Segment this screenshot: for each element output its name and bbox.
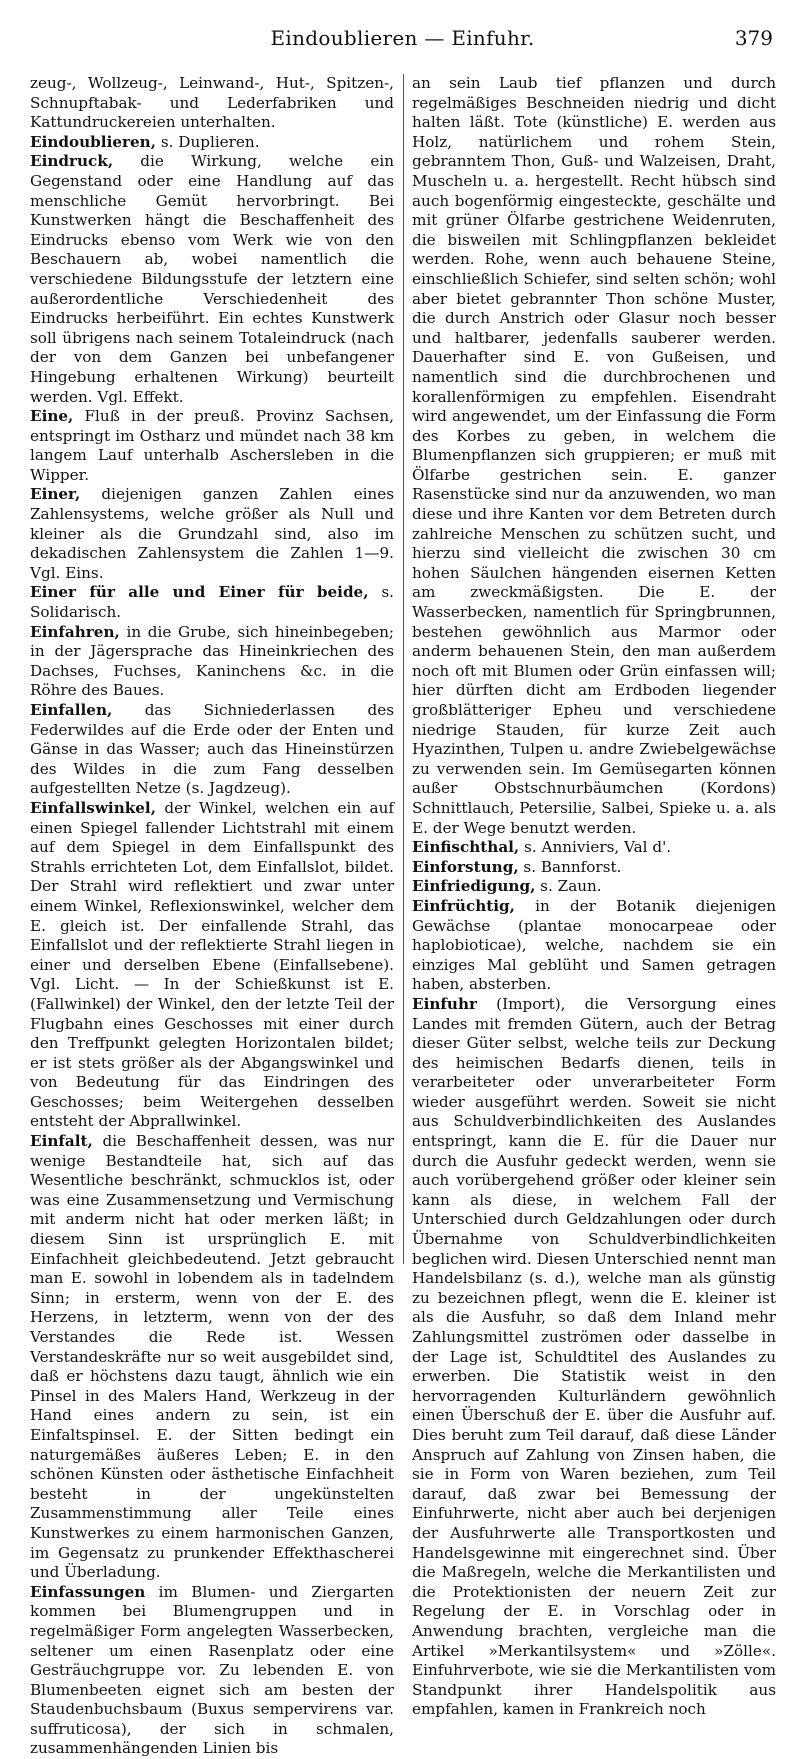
entry-text: an sein Laub tief pflanzen und durch regelmäßiges Beschneiden niedrig und dicht halten läßt. Tote (künstliche) E. werden aus Holz, natürlichem und rohem Stein, gebranntem Thon, Guß- und Walzeisen, Draht, Muscheln u. a. hergestellt. Recht hübsch sind auch bogenförmig eingesteckte, geschälte und mit grüner Ölfarbe gestrichene Weidenruten, die bisweilen mit Schlingpflanzen bekleidet werden. Rohe, wenn auch behauene Steine, einschließlich Schiefer, sind selten schön; wohl aber bietet gebrannter Thon schöne Muster, die durch Anstrich oder Glasur noch besser und haltbarer, jedenfalls sauberer werden. Dauerhafter sind E. von Gußeisen, und namentlich sind die durchbrochenen und korallenförmigen zu empfehlen. Eisendraht wird angewendet, um der Einfassung die Form des Korbes zu geben, in welchem die Blumenpflanzen sich gruppieren; er muß mit Ölfarbe gestrichen sein. E. ganzer Rasenstücke sind nur da anzuwenden, wo man diese und ihre Kanten vor dem Betreten durch zahlreiche Menschen zu schützen sucht, und hierzu sind vielleicht die zwischen 30 cm hohen Säulchen hängenden eisernen Ketten am zweckmäßigsten. Die E. der Wasserbecken, namentlich für Springbrunnen, bestehen gewöhnlich aus Marmor oder anderm behauenen Stein, den man außerdem noch oft mit Blumen oder Grün einfassen will; hier dürften dicht am Erdboden liegender großblätteriger Epheu und verschiedene niedrige Stauden, für kurze Zeit auch Hyazinthen, Tulpen u. andre Zwiebelgewächse zu verwenden sein. Im Gemüsegarten können außer Obstschnurbäumchen (Kordons) Schnittlauch, Petersilie, Salbei, Spieke u. a. als E. der Wege benutzt werden. (412, 74, 776, 837)
entry-text: der Winkel, welchen ein auf einen Spiegel fallender Lichtstrahl mit einem auf dem Spiegel in dem Einfallspunkt des Strahls errichteten Lot, dem Einfallslot, bildet. Der Strahl wird reflektiert und zwar unter einem Winkel, Reflexionswinkel, welcher dem E. gleich ist. Der einfallende Strahl, das Einfallslot und der reflektierte Strahl liegen in einer und derselben Ebene (Einfallsebene). Vgl. Licht. — In der Schießkunst ist E. (Fallwinkel) der Winkel, den der letzte Teil der Flugbahn eines Geschosses mit einer durch den Treffpunkt gelegten Horizontalen bildet; er ist stets größer als der Abgangswinkel und von Bedeutung für das Eindringen des Geschosses; beim Weitergehen desselben entsteht der Abprallwinkel. (30, 798, 394, 1131)
dictionary-entry (30, 583, 394, 622)
entry-text: in der Botanik diejenigen Gewächse (plantae monocarpeae oder haplobioticae), welche, nachdem sie ein einziges Mal geblüht und Samen getragen haben, absterben. (412, 896, 776, 994)
dictionary-entry (30, 1583, 394, 1759)
entry-headword: Einfallen, (30, 701, 113, 719)
dictionary-entry (412, 995, 776, 1720)
left-column (30, 74, 394, 1758)
dictionary-entry (412, 897, 776, 995)
dictionary-entry (30, 799, 394, 1132)
dictionary-entry (30, 152, 394, 407)
dictionary-entry (30, 1132, 394, 1583)
entry-headword: Eindruck, (30, 152, 114, 171)
entry-headword: Einer für alle und Einer für beide, (30, 583, 369, 602)
entry-text: die Beschaffenheit dessen, was nur wenige Bestandteile hat, sich auf das Wesentliche beschränkt, schmucklos ist, oder was eine Zusammensetzung und Vermischung mit anderm nicht hat oder merken läßt; in diesem Sinn ist ursprünglich E. mit Einfachheit gleichbedeutend. Jetzt gebraucht man E. sowohl in lobendem als in tadelndem Sinn; in ersterm, wenn von der E. des Herzens, in letzterm, wenn von der des Verstandes die Rede ist. Wessen Verstandeskräfte nur so weit ausgebildet sind, daß er höchstens dazu taugt, ähnlich wie ein Pinsel in des Malers Hand, Werkzeug in der Hand eines andern zu sein, ist ein Einfaltspinsel. E. der Sitten bedingt ein naturgemäßes äußeres Leben; E. in den schönen Künsten oder ästhetische Einfachheit besteht in der ungekünstelten Zusammenstimmung aller Teile eines Kunstwerkes zu einem harmonischen Ganzen, im Gegensatz zu prunkender Effekthascherei und Überladung. (30, 1132, 394, 1582)
entry-headword: Eine, (30, 407, 74, 426)
dictionary-entry (30, 133, 394, 153)
entry-continuation (30, 74, 394, 133)
dictionary-entry (30, 485, 394, 583)
entry-text: das Sichniederlassen des Federwildes auf die Erde oder der Enten und Gänse in das Wasser; auch das Hineinstürzen des Wildes in die zum Fang desselben aufgestellten Netze (s. Jagdzeug). (30, 701, 394, 798)
entry-headword: Einfahren, (30, 622, 120, 641)
entry-headword: Einfassungen (30, 1582, 146, 1601)
entry-headword: Einfallswinkel, (30, 798, 156, 817)
dictionary-entry (30, 701, 394, 799)
entry-text: Fluß in der preuß. Provinz Sachsen, entspringt im Ostharz und mündet nach 38 km langem Lauf unterhalb Aschersleben in die Wipper. (30, 407, 394, 484)
running-head: Eindoublieren — Einfuhr. (270, 26, 535, 50)
dictionary-entry (30, 623, 394, 701)
entry-text: im Blumen- und Ziergarten kommen bei Blumengruppen und in regelmäßiger Form angelegten Wasserbecken, seltener um einen Rasenplatz oder eine Gesträuchgruppe vor. Zu lebenden E. von Blumenbeeten eignet sich am besten der Staudenbuchsbaum (Buxus sempervirens var. suffruticosa), der sich in schmalen, zusammenhängenden Linien bis (30, 1582, 394, 1758)
entry-headword: Einfuhr (412, 994, 478, 1013)
entry-text: s. Zaun. (535, 877, 602, 896)
dictionary-entry (412, 858, 776, 878)
entry-headword: Eindoublieren, (30, 132, 156, 151)
dictionary-entry (30, 407, 394, 485)
column-divider (403, 74, 404, 1264)
entry-text: zeug-, Wollzeug-, Leinwand-, Hut-, Spitzen-, Schnupftabak- und Lederfabriken und Kattundruckereien unterhalten. (30, 74, 394, 132)
entry-continuation (412, 74, 776, 838)
entry-text: s. Duplieren. (156, 132, 260, 151)
entry-headword: Einer, (30, 485, 81, 504)
entry-headword: Einfalt, (30, 1132, 93, 1151)
page-header (30, 12, 775, 52)
entry-text: diejenigen ganzen Zahlen eines Zahlensystems, welche größer als Null und kleiner als die Grundzahl sind, also im dekadischen Zahlensystem die Zahlen 1—9. Vgl. Eins. (30, 485, 394, 582)
entry-headword: Einfriedigung, (412, 877, 536, 896)
dictionary-entry (412, 838, 776, 858)
entry-text: (Import), die Versorgung eines Landes mit fremden Gütern, auch der Betrag dieser Güter selbst, welche teils zur Deckung des heimischen Bedarfs dienen, teils in verarbeiteter oder unverarbeiteter Form wieder ausgeführt werden. Soweit sie nicht aus Schuldverbindlichkeiten des Auslandes entspringt, kann die E. für die Dauer nur durch die Ausfuhr gedeckt werden, wenn sie auch vorübergehend größer oder kleiner sein kann als diese, in welchem Fall der Unterschied durch Geldzahlungen oder durch Übernahme von Schuldverbindlichkeiten beglichen wird. Diesen Unterschied nennt man Handelsbilanz (s. d.), welche man als günstig zu bezeichnen pflegt, wenn die E. kleiner ist als die Ausfuhr, so daß dem Inland mehr Zahlungsmittel zuströmen oder dasselbe in der Lage ist, Schuldtitel des Auslandes zu erwerben. Die Statistik weist in den hervorragenden Kulturländern gewöhnlich einen Überschuß der E. über die Ausfuhr auf. Dies beruht zum Teil darauf, daß diese Länder Anspruch auf Zahlung von Zinsen haben, die sie in Form von Waren beziehen, zum Teil darauf, daß zwar bei Bemessung der Einfuhrwerte, nicht aber auch bei derjenigen der Ausfuhrwerte alle Transportkosten und Handelsgewinne mit eingerechnet sind. Über die Maßregeln, welche die Merkantilisten und die Protektionisten der neuern Zeit zur Regelung der E. in Vorschlag oder in Anwendung brachten, vergleiche man die Artikel »Merkantilsystem« und »Zölle«. Einfuhrverbote, wie sie die Merkantilisten vom Standpunkt ihrer Handelspolitik aus empfahlen, kamen in Frankreich noch (412, 994, 776, 1719)
entry-text: in die Grube, sich hineinbegeben; in der Jägersprache das Hineinkriechen des Dachses, Fuchses, Kaninchens &c. in die Röhre des Baues. (30, 622, 394, 700)
entry-text: s. Anniviers, Val d'. (519, 838, 672, 857)
entry-headword: Einforstung, (412, 857, 519, 876)
entry-text: s. Bannforst. (518, 857, 622, 876)
entry-text: die Wirkung, welche ein Gegenstand oder eine Handlung auf das menschliche Gemüt hervorbringt. Bei Kunstwerken hängt die Beschaffenheit des Eindrucks ebenso vom Werk wie von den Beschauern ab, wobei namentlich die verschiedene Bildungsstufe der letztern eine außerordentliche Verschiedenheit des Eindrucks herbeiführt. Ein echtes Kunstwerk soll übrigens nach seinem Totaleindruck (nach der von dem Ganzen bei unbefangener Hingebung erhaltenen Wirkung) beurteilt werden. Vgl. Effekt. (30, 152, 394, 406)
entry-text: s. Solidarisch. (30, 583, 394, 622)
entry-headword: Einfrüchtig, (412, 896, 515, 915)
entry-headword: Einfischthal, (412, 838, 520, 857)
dictionary-entry (412, 877, 776, 897)
right-column (412, 74, 776, 1719)
page-number: 379 (734, 26, 773, 50)
